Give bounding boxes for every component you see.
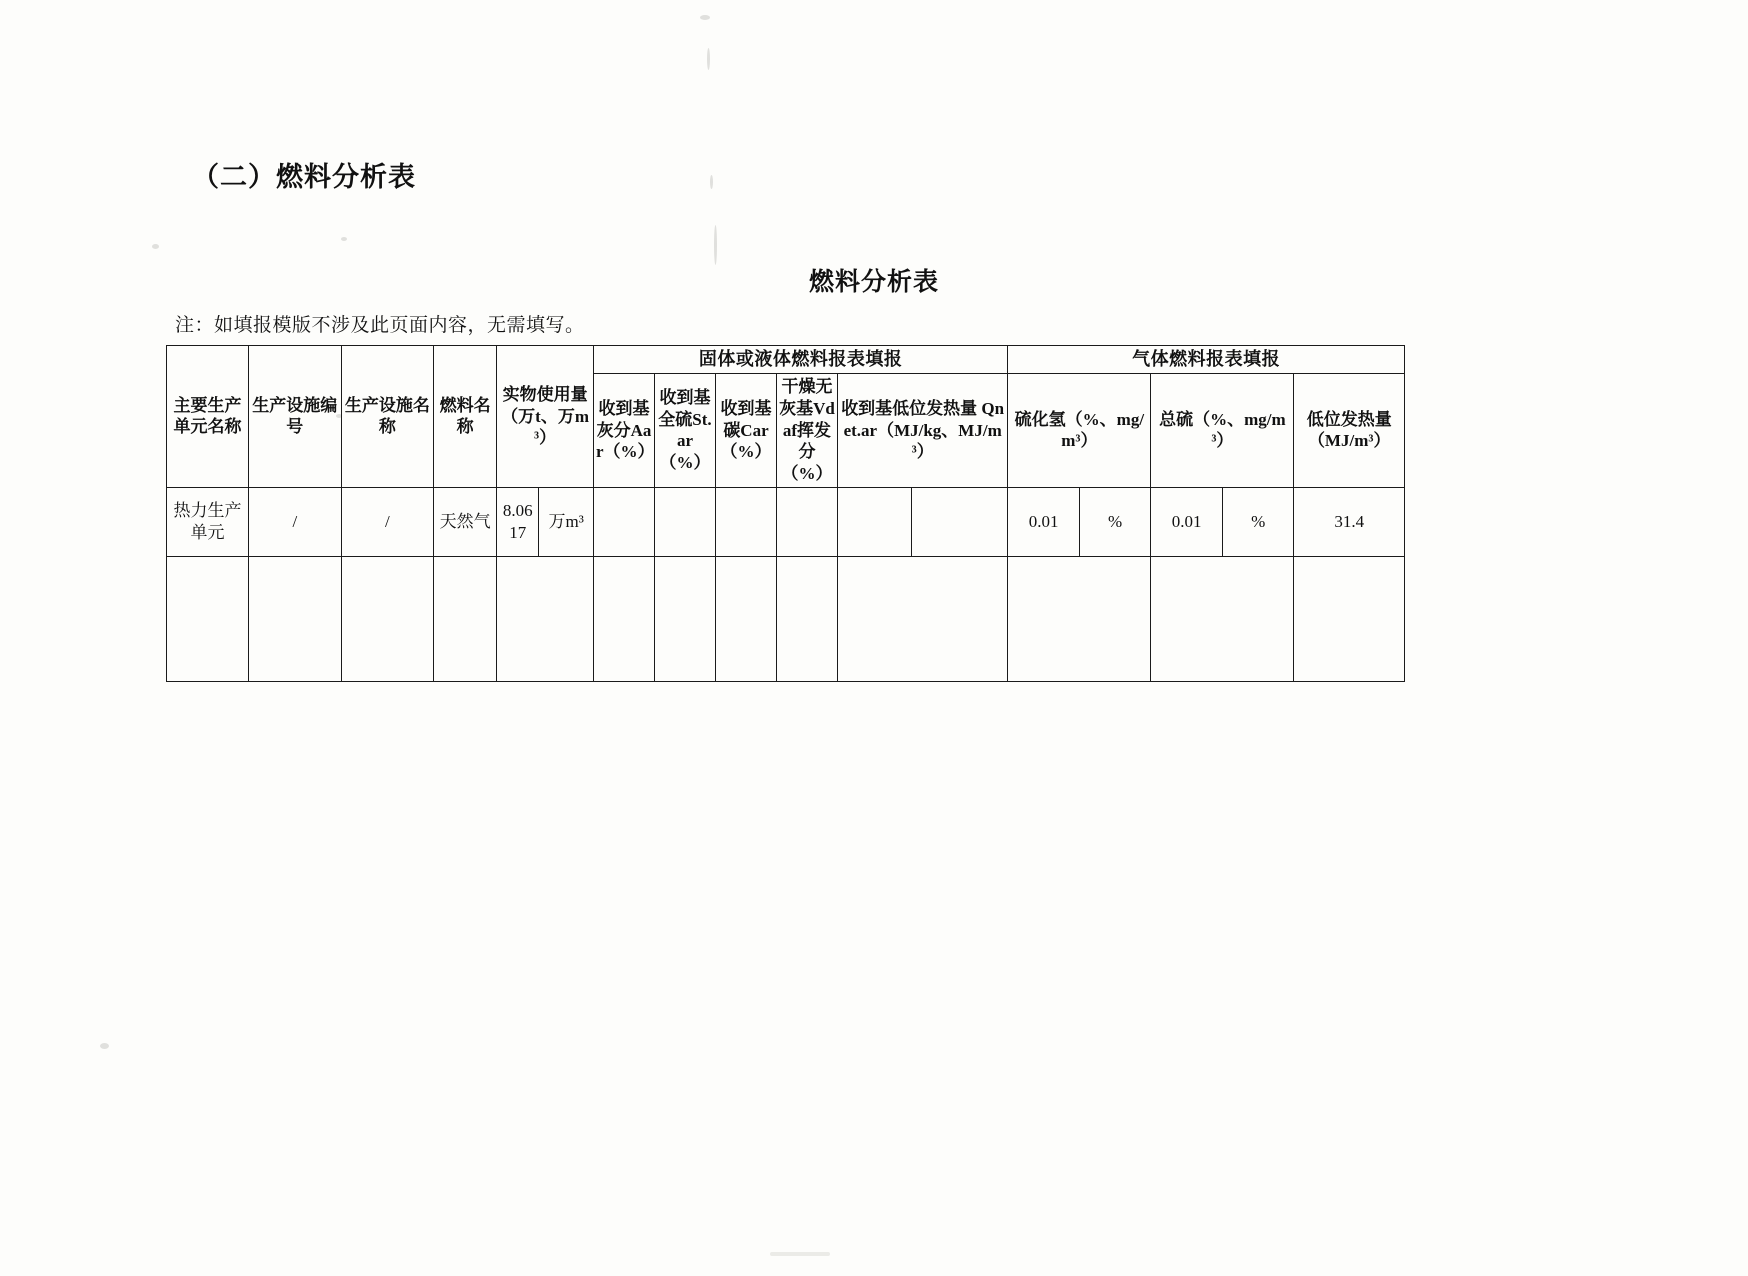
cell-empty	[593, 556, 654, 681]
cell-empty	[1008, 556, 1151, 681]
page-title: （二）燃料分析表	[192, 162, 416, 192]
cell-carbon-car	[715, 487, 776, 556]
cell-h2s-value: 0.01	[1008, 487, 1080, 556]
cell-unit-name: 热力生产单元	[167, 487, 249, 556]
header-qnet-ar: 收到基低位发热量 Qnet.ar（MJ/kg、MJ/m³）	[837, 374, 1007, 488]
header-sulfur-star: 收到基全硫St.ar（%）	[654, 374, 715, 488]
cell-empty	[434, 556, 497, 681]
scan-speck	[714, 225, 717, 265]
cell-lhv: 31.4	[1294, 487, 1405, 556]
cell-empty	[654, 556, 715, 681]
cell-empty	[497, 556, 594, 681]
cell-empty	[1151, 556, 1294, 681]
fuel-analysis-table	[166, 345, 1405, 682]
cell-usage-unit: 万m³	[539, 487, 594, 556]
header-lhv: 低位发热量（MJ/m³）	[1294, 374, 1405, 488]
header-facility-name: 生产设施名称	[341, 346, 434, 488]
header-usage-amount: 实物使用量（万t、万m³）	[497, 346, 594, 488]
cell-qnet-ar-extra	[911, 487, 1008, 556]
header-total-sulfur: 总硫（%、mg/m³）	[1151, 374, 1294, 488]
table-header-row-groups	[167, 346, 1405, 374]
scan-speck	[152, 244, 159, 249]
header-group-gas: 气体燃料报表填报	[1008, 346, 1405, 374]
scan-speck	[700, 15, 710, 20]
table-note: 注：如填报模版不涉及此页面内容，无需填写。	[175, 315, 585, 336]
header-fuel-name: 燃料名称	[434, 346, 497, 488]
table-title: 燃料分析表	[808, 269, 939, 296]
scan-speck	[710, 175, 713, 189]
cell-qnet-ar	[837, 487, 911, 556]
scan-speck	[341, 237, 347, 241]
cell-empty	[167, 556, 249, 681]
header-facility-code: 生产设施编号	[249, 346, 342, 488]
table-row-empty	[167, 556, 1405, 681]
cell-ash-aar	[593, 487, 654, 556]
cell-total-sulfur-unit: %	[1222, 487, 1294, 556]
cell-facility-name: /	[341, 487, 434, 556]
cell-empty	[837, 556, 1007, 681]
cell-facility-code: /	[249, 487, 342, 556]
header-unit-name: 主要生产单元名称	[167, 346, 249, 488]
scan-speck	[707, 48, 710, 70]
cell-sulfur-star	[654, 487, 715, 556]
table-row	[167, 487, 1405, 556]
cell-fuel-name: 天然气	[434, 487, 497, 556]
cell-empty	[776, 556, 837, 681]
header-ash-aar: 收到基灰分Aar（%）	[593, 374, 654, 488]
cell-empty	[249, 556, 342, 681]
scan-speck	[100, 1043, 109, 1049]
cell-empty	[715, 556, 776, 681]
cell-empty	[1294, 556, 1405, 681]
cell-vdaf	[776, 487, 837, 556]
cell-total-sulfur-value: 0.01	[1151, 487, 1223, 556]
header-carbon-car: 收到基碳Car（%）	[715, 374, 776, 488]
header-h2s: 硫化氢（%、mg/m³）	[1008, 374, 1151, 488]
cell-empty	[341, 556, 434, 681]
header-group-solid-liquid: 固体或液体燃料报表填报	[593, 346, 1007, 374]
header-vdaf: 干燥无灰基Vdaf挥发分（%）	[776, 374, 837, 488]
cell-usage-value: 8.0617	[497, 487, 539, 556]
cell-h2s-unit: %	[1079, 487, 1151, 556]
scan-speck	[770, 1252, 830, 1256]
